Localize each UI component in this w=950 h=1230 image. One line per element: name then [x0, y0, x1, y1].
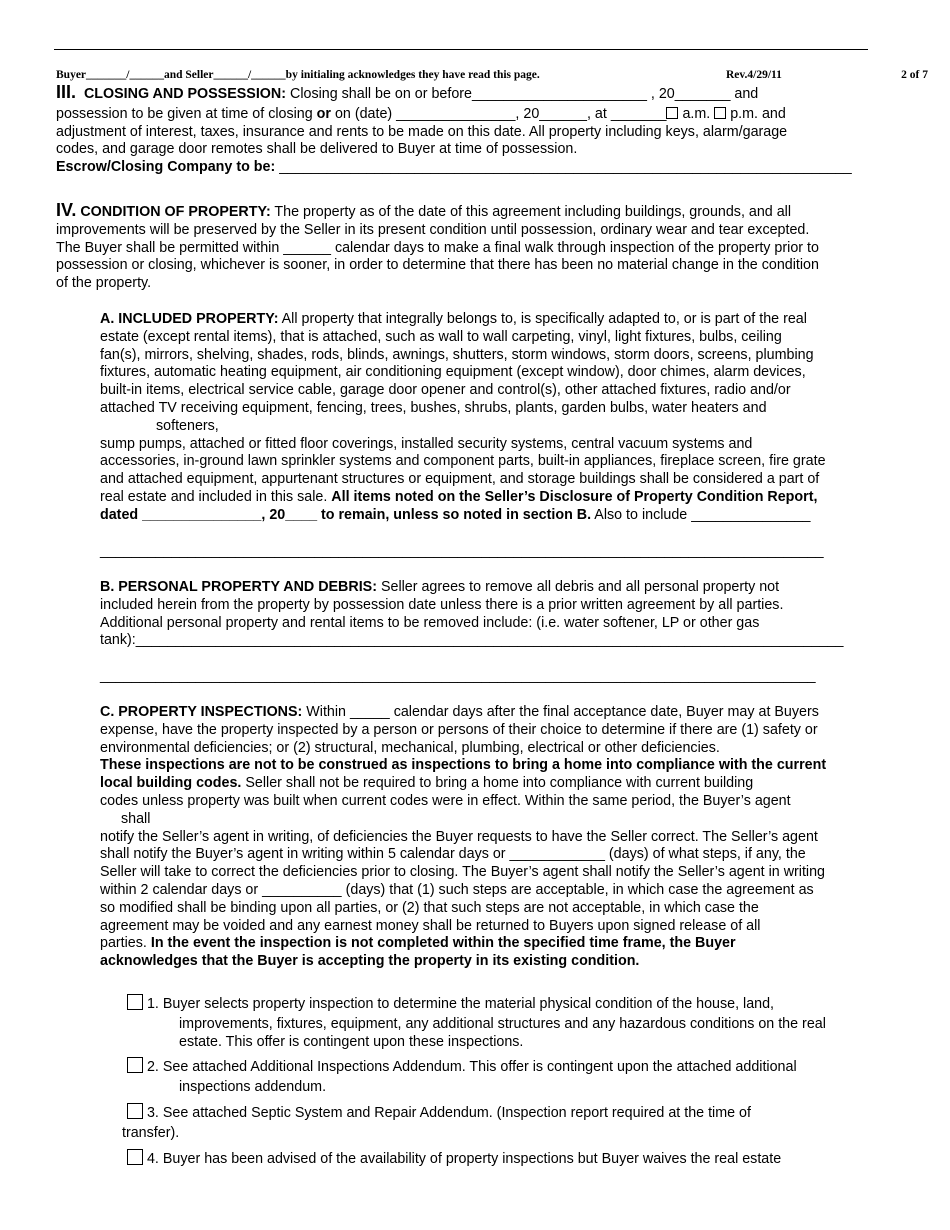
- section-a-line: sump pumps, attached or fitted floor coverings, installed security systems, central vacuum systems and: [100, 435, 753, 452]
- tank-field[interactable]: tank):_________________________________________________________________________________________: [100, 632, 844, 649]
- section-iv-line: improvements will be preserved by the Seller in its present condition until possession, ordinary wear and tear excepted.: [56, 221, 810, 238]
- section-c-line1: Within _____ calendar days after the final acceptance date, Buyer may at Buyers: [302, 704, 819, 720]
- option-4-checkbox[interactable]: [127, 1149, 143, 1165]
- section-b-blank-line[interactable]: __________________________________________________________________________________________: [100, 668, 816, 685]
- option-number: 1.: [143, 996, 159, 1012]
- option-text: Buyer has been advised of the availability of property inspections but Buyer waives the real estate: [158, 1151, 782, 1167]
- am-label: a.m.: [678, 105, 715, 122]
- section-b-line: included herein from the property by possession date unless there is a prior written agreement by all parties.: [100, 596, 784, 613]
- section-closing-possession: [56, 84, 852, 177]
- inspection-option-2: [127, 1057, 797, 1097]
- section-a-blank-line[interactable]: ___________________________________________________________________________________________: [100, 542, 824, 559]
- section-b-heading: B. PERSONAL PROPERTY AND DEBRIS:: [100, 579, 377, 595]
- inspection-option-3: [122, 1103, 751, 1143]
- section-c-final-bold: acknowledges that the Buyer is accepting the property in its existing condition.: [100, 953, 640, 970]
- option-text: estate. This offer is contingent upon these inspections.: [179, 1033, 524, 1050]
- section-c-line: expense, have the property inspected by a person or persons of their choice to determine if there are (1) safety or: [100, 721, 818, 738]
- option-text: improvements, fixtures, equipment, any additional structures and any hazardous conditions on the real: [179, 1015, 826, 1032]
- section-c-line: notify the Seller’s agent in writing, of deficiencies the Buyer requests to have the Seller correct. The Seller’s agent: [100, 828, 818, 845]
- section-a-last-pre: real estate and included in this sale.: [100, 488, 332, 505]
- section-b-line1: Seller agrees to remove all debris and all personal property not: [376, 579, 780, 595]
- option-text: Buyer selects property inspection to determine the material physical condition of the house, land,: [158, 996, 775, 1012]
- section-c-line: shall notify the Buyer’s agent in writing within 5 calendar days or ____________ (days) of what steps, if any, the: [100, 846, 806, 863]
- section-a-heading: A. INCLUDED PROPERTY:: [100, 311, 279, 327]
- option-number: 2.: [143, 1059, 159, 1075]
- pm-label: p.m. and: [726, 105, 786, 122]
- section-a-line: attached TV receiving equipment, fencing, trees, bushes, shrubs, plants, garden bulbs, water heaters and: [100, 399, 767, 416]
- section-a-line: and attached equipment, appurtenant structures or equipment, and storage buildings shall be considered a part of: [100, 471, 820, 488]
- option-1-checkbox[interactable]: [127, 994, 143, 1010]
- section-c-line: codes unless property was built when current codes were in effect. Within the same period, the Buyer’s agent: [100, 792, 791, 809]
- section-iii-line2-pre: possession to be given at time of closing: [56, 105, 317, 122]
- section-iv-line: of the property.: [56, 275, 152, 292]
- section-iii-numeral: III.: [56, 82, 77, 102]
- section-b-line: Additional personal property and rental items to be removed include: (i.e. water softener, LP or other gas: [100, 614, 760, 631]
- revision-date: Rev.4/29/11: [726, 69, 782, 81]
- section-iv-heading: CONDITION OF PROPERTY:: [80, 204, 271, 220]
- section-a-dated: dated _______________, 20____ to remain, unless so noted in section B.: [100, 506, 592, 523]
- section-c-parties-pre: parties.: [100, 935, 151, 952]
- inspection-option-4: [127, 1149, 781, 1169]
- section-a-line: fan(s), mirrors, shelving, shades, rods, blinds, awnings, shutters, storm windows, storm doors, screens, plumbing: [100, 346, 814, 363]
- section-iv-line: The Buyer shall be permitted within ______ calendar days to make a final walk through inspection of the property prior to: [56, 239, 819, 256]
- option-number: 3.: [143, 1105, 159, 1121]
- section-c-heading: C. PROPERTY INSPECTIONS:: [100, 704, 303, 720]
- section-c-parties-bold: In the event the inspection is not completed within the specified time frame, the Buyer: [150, 935, 736, 952]
- section-iii-line4: codes, and garage door remotes shall be delivered to Buyer at time of possession.: [56, 141, 578, 158]
- section-iii-line3: adjustment of interest, taxes, insurance and rents to be made on this date. All property including keys, alarm/garage: [56, 123, 788, 140]
- section-a-line1: All property that integrally belongs to, is specifically adapted to, or is part of the real: [278, 311, 807, 327]
- section-a-line: built-in items, electrical service cable, garage door opener and control(s), other attached fixtures, radio and/or: [100, 382, 791, 399]
- option-2-checkbox[interactable]: [127, 1057, 143, 1073]
- section-iv-line: possession or closing, whichever is sooner, in order to determine that there has been no material change in the condition: [56, 257, 819, 274]
- section-personal-property: [100, 579, 843, 686]
- section-c-bold-line: local building codes.: [100, 775, 242, 792]
- section-included-property: [100, 311, 826, 560]
- section-iii-line1: Closing shall be on or before______________________ , 20_______ and: [286, 86, 759, 102]
- section-c-line: so modified shall be binding upon all parties, or (2) that such steps are not acceptable, in which case the: [100, 899, 759, 916]
- section-c-line: within 2 calendar days or __________ (days) that (1) such steps are acceptable, in which case the agreement as: [100, 881, 814, 898]
- option-3-checkbox[interactable]: [127, 1103, 143, 1119]
- section-c-line: agreement may be voided and any earnest money shall be returned to Buyers upon signed release of all: [100, 917, 761, 934]
- section-a-softeners: softeners,: [156, 417, 219, 434]
- section-iv-line1: The property as of the date of this agreement including buildings, grounds, and all: [270, 204, 792, 220]
- initials-acknowledgement: Buyer_______/______and Seller______/______by initialing acknowledges they have read this page.: [56, 69, 540, 81]
- section-c-line: Seller shall not be required to bring a home into compliance with current building: [241, 775, 754, 792]
- escrow-label: Escrow/Closing Company to be:: [56, 159, 276, 176]
- section-iii-or: or: [316, 105, 331, 122]
- section-condition-of-property: [56, 202, 819, 293]
- inspection-option-1: [127, 994, 826, 1051]
- top-rule: [54, 49, 868, 50]
- section-a-line: accessories, in-ground lawn sprinkler systems and component parts, built-in appliances, fireplace screen, fire grate: [100, 453, 826, 470]
- section-c-line: environmental deficiencies; or (2) structural, mechanical, plumbing, electrical or other deficiencies.: [100, 739, 720, 756]
- also-include-field[interactable]: Also to include _______________: [591, 506, 811, 523]
- escrow-field[interactable]: ________________________________________________________________________: [275, 159, 852, 176]
- pm-checkbox[interactable]: [714, 107, 726, 119]
- section-c-bold-line: These inspections are not to be construed as inspections to bring a home into compliance with the current: [100, 757, 827, 774]
- option-number: 4.: [143, 1151, 159, 1167]
- section-a-line: estate (except rental items), that is attached, such as wall to wall carpeting, vinyl, light fixtures, bulbs, ceiling: [100, 328, 782, 345]
- option-text: See attached Additional Inspections Addendum. This offer is contingent upon the attached additional: [158, 1059, 797, 1075]
- option-text: inspections addendum.: [179, 1078, 327, 1095]
- section-a-last-bold: All items noted on the Seller’s Disclosure of Property Condition Report,: [331, 488, 818, 505]
- section-c-shall: shall: [121, 810, 151, 827]
- am-checkbox[interactable]: [666, 107, 678, 119]
- section-property-inspections: [100, 704, 826, 971]
- section-iv-numeral: IV.: [56, 200, 77, 220]
- page-number: 2 of 7: [901, 69, 928, 81]
- section-c-line: Seller will take to correct the deficiencies prior to closing. The Buyer’s agent shall notify the Seller’s agent in writing: [100, 864, 826, 881]
- section-a-line: fixtures, automatic heating equipment, air conditioning equipment (except window), door chimes, alarm devices,: [100, 364, 806, 381]
- section-iii-heading: CLOSING AND POSSESSION:: [83, 86, 287, 102]
- section-iii-line2-mid: on (date) _______________, 20______, at _______: [330, 105, 667, 122]
- option-text: See attached Septic System and Repair Addendum. (Inspection report required at the time of: [158, 1105, 751, 1121]
- option-text: transfer).: [122, 1124, 180, 1141]
- page-header: [56, 68, 928, 84]
